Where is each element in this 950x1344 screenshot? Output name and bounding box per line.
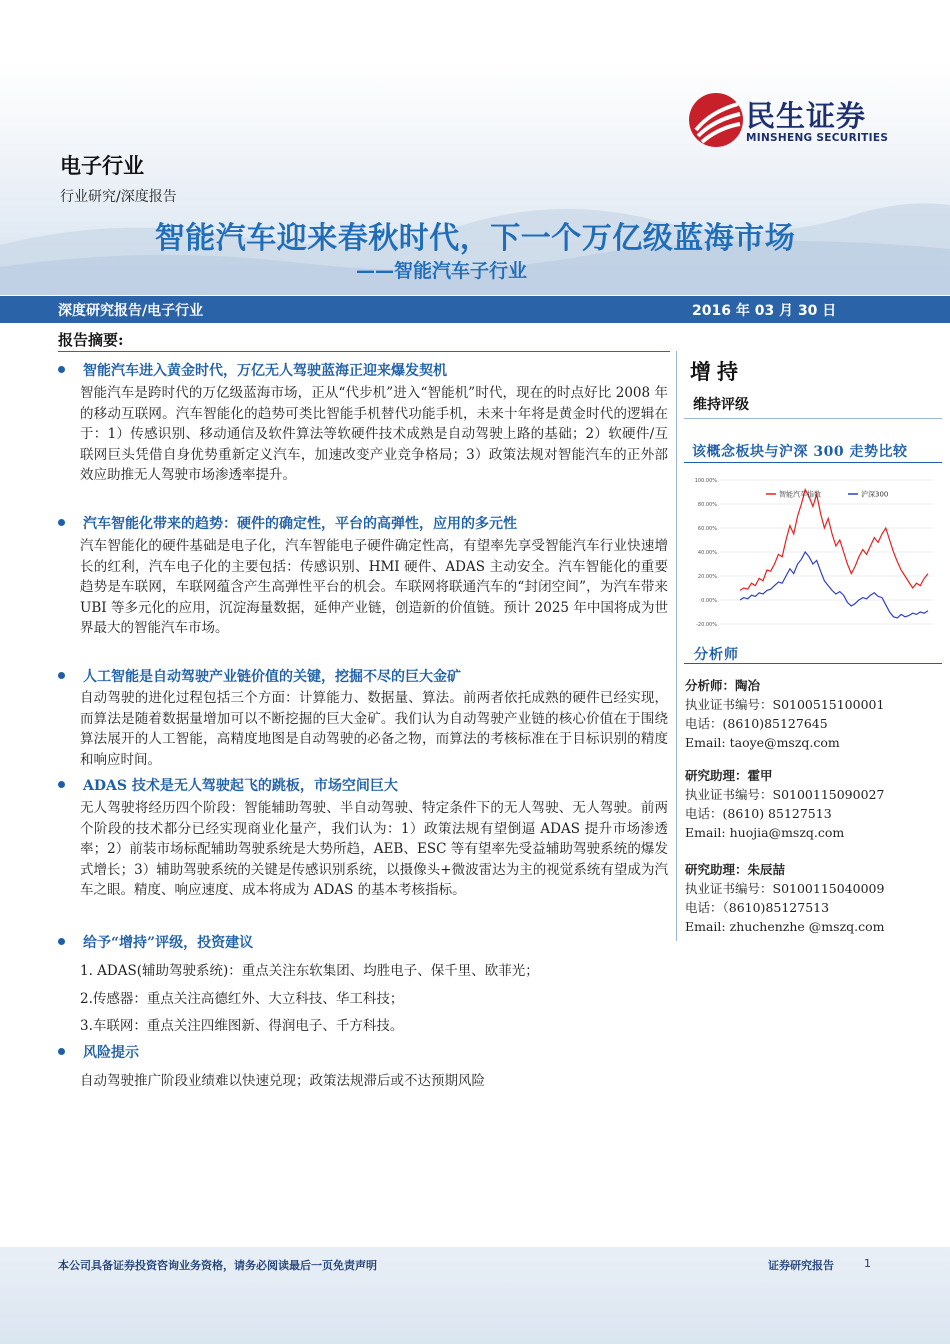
divider xyxy=(58,351,670,352)
report-category: 深度研究报告/电子行业 xyxy=(58,303,204,319)
chart-ytick-label: 80.00% xyxy=(697,502,717,508)
person-phone: 电话：(8610) 85127513 xyxy=(685,806,832,821)
chart-ytick-label: 100.00% xyxy=(694,478,717,484)
person-name: 研究助理：朱辰喆 xyxy=(685,862,786,877)
person-name: 分析师：陶冶 xyxy=(685,678,761,693)
person-email[interactable]: Email: zhuchenzhe @mszq.com xyxy=(685,919,885,934)
section-heading: ADAS 技术是无人驾驶起飞的跳板，市场空间巨大 xyxy=(58,775,398,795)
summary-title: 报告摘要: xyxy=(58,331,124,349)
chart-ytick-label: 20.00% xyxy=(697,574,717,580)
analyst-card xyxy=(685,766,884,842)
divider xyxy=(684,462,942,463)
divider xyxy=(684,418,942,419)
chart-legend-label: 沪深300 xyxy=(861,490,889,499)
bullet-icon xyxy=(58,781,65,788)
chart-ytick-label: -20.00% xyxy=(696,622,717,628)
recommendation-item: 1. ADAS(辅助驾驶系统)：重点关注东软集团、均胜电子、保千里、欧菲光； xyxy=(80,963,539,979)
section-heading: 风险提示 xyxy=(58,1042,139,1062)
section-body: 自动驾驶的进化过程包括三个方面：计算能力、数据量、算法。前两者依托成熟的硬件已经实现，而算法是随着数据量增加可以不断挖掘的巨大金矿。我们认为自动驾驶产业链的核心价值在于围绕算法展开的人工智能，高精度地图是自动驾驶的必备之物，而算法的考核标准在于目标识别的精度和响应时间。 xyxy=(80,690,668,768)
rating: 增持 xyxy=(690,359,744,384)
logo-english-name: MINSHENG SECURITIES xyxy=(746,132,889,144)
page-number: 1 xyxy=(864,1257,871,1270)
section-body: 汽车智能化的硬件基础是电子化，汽车智能电子硬件确定性高，有望率先享受智能汽车行业快速增长的红利，汽车电子化的主要包括：传感识别、HMI 硬件、ADAS 主动安全。汽车智能化的重要趋势是车联网，车联网蕴含产生高弹性平台的机会。车联网将联通汽车的“封闭空间”，为汽车带来 UBI 等多元化的应用，沉淀海量数据，延伸产业链，创造新的价值链。预计 2025 年中国将成为世界最大的智能汽车市场。 xyxy=(80,538,668,636)
chart-ytick-label: 60.00% xyxy=(697,526,717,532)
person-license: 执业证书编号：S0100515100001 xyxy=(685,697,885,712)
chart-ytick-label: 0.00% xyxy=(701,598,717,604)
recommendation-item: 2.传感器：重点关注高德红外、大立科技、华工科技； xyxy=(80,991,404,1007)
section-body: 智能汽车是跨时代的万亿级蓝海市场，正从“代步机”进入“智能机”时代，现在的时点好比 2008 年的移动互联网。汽车智能化的趋势可类比智能手机替代功能手机，未来十年将是黄金时代的逻辑在于：1）传感识别、移动通信及软件算法等软硬件技术成熟是自动驾驶上路的基础；2）软硬件/互联网巨头凭借自身优势重新定义汽车，加速改变产业竞争格局；3）政策法规对智能汽车的正外部效应助推无人驾驶市场渗透率提升。 xyxy=(80,385,668,483)
divider xyxy=(676,351,677,941)
section-heading: 汽车智能化带来的趋势：硬件的确定性，平台的高弹性，应用的多元性 xyxy=(58,513,517,533)
person-email[interactable]: Email: huojia@mszq.com xyxy=(685,825,845,840)
footer xyxy=(0,1247,950,1344)
section-heading: 智能汽车进入黄金时代，万亿无人驾驶蓝海正迎来爆发契机 xyxy=(58,360,447,380)
person-phone: 电话：（8610)85127513 xyxy=(685,900,830,915)
trend-chart xyxy=(686,472,940,634)
analyst-card xyxy=(685,860,885,936)
industry-label: 电子行业 xyxy=(60,154,144,178)
report-info-bar xyxy=(0,296,950,323)
minsheng-logo-icon xyxy=(688,92,744,148)
rating-sub: 维持评级 xyxy=(693,397,749,413)
minsheng-logo xyxy=(688,92,908,152)
analyst-card xyxy=(685,676,884,752)
page-title: 智能汽车迎来春秋时代，下一个万亿级蓝海市场 xyxy=(154,221,796,256)
bullet-icon xyxy=(58,366,65,373)
chart-ytick-label: 40.00% xyxy=(697,550,717,556)
divider xyxy=(684,663,942,664)
footer-disclaimer[interactable]: 本公司具备证券投资咨询业务资格，请务必阅读最后一页免责声明 xyxy=(58,1259,377,1272)
person-name: 研究助理：霍甲 xyxy=(685,768,773,783)
footer-label: 证券研究报告 xyxy=(768,1259,834,1272)
bullet-icon xyxy=(58,672,65,679)
report-date: 2016 年 03 月 30 日 xyxy=(692,303,837,319)
analyst-section-title: 分析师 xyxy=(694,647,739,663)
section-heading: 给予“增持”评级，投资建议 xyxy=(58,932,253,952)
risk-text: 自动驾驶推广阶段业绩难以快速兑现；政策法规滞后或不达预期风险 xyxy=(80,1073,485,1089)
section-heading: 人工智能是自动驾驶产业链价值的关键，挖掘不尽的巨大金矿 xyxy=(58,666,461,686)
chart-legend-label: 智能汽车指数 xyxy=(779,490,821,499)
recommendation-item: 3.车联网：重点关注四维图新、得润电子、千方科技。 xyxy=(80,1018,404,1034)
chart-series-line xyxy=(740,490,928,591)
person-license: 执业证书编号：S0100115040009 xyxy=(685,881,885,896)
page-subtitle: ——智能汽车子行业 xyxy=(356,260,528,282)
logo-name: 民生证券 xyxy=(746,99,867,133)
person-license: 执业证书编号：S0100115090027 xyxy=(685,787,885,802)
person-phone: 电话：(8610)85127645 xyxy=(685,716,828,731)
chart-series-line xyxy=(740,552,928,618)
bullet-icon xyxy=(58,1048,65,1055)
section-body: 无人驾驶将经历四个阶段：智能辅助驾驶、半自动驾驶、特定条件下的无人驾驶、无人驾驶。前两个阶段的技术都分已经实现商业化量产，我们认为：1）政策法规有望倒逼 ADAS 提升市场渗透率；2）前装市场标配辅助驾驶系统是大势所趋，AEB、ESC 等有望率先受益辅助驾驶系统的爆发式增长；3）辅助驾驶系统的关键是传感识别系统，以摄像头+微波雷达为主的视觉系统有望成为汽车之眼。精度、响应速度、成本将成为 ADAS 的基本考核指标。 xyxy=(80,800,668,898)
bullet-icon xyxy=(58,519,65,526)
report-type: 行业研究/深度报告 xyxy=(60,189,177,205)
chart-title: 该概念板块与沪深 300 走势比较 xyxy=(692,444,908,460)
bullet-icon xyxy=(58,938,65,945)
person-email[interactable]: Email: taoye@mszq.com xyxy=(685,735,840,750)
